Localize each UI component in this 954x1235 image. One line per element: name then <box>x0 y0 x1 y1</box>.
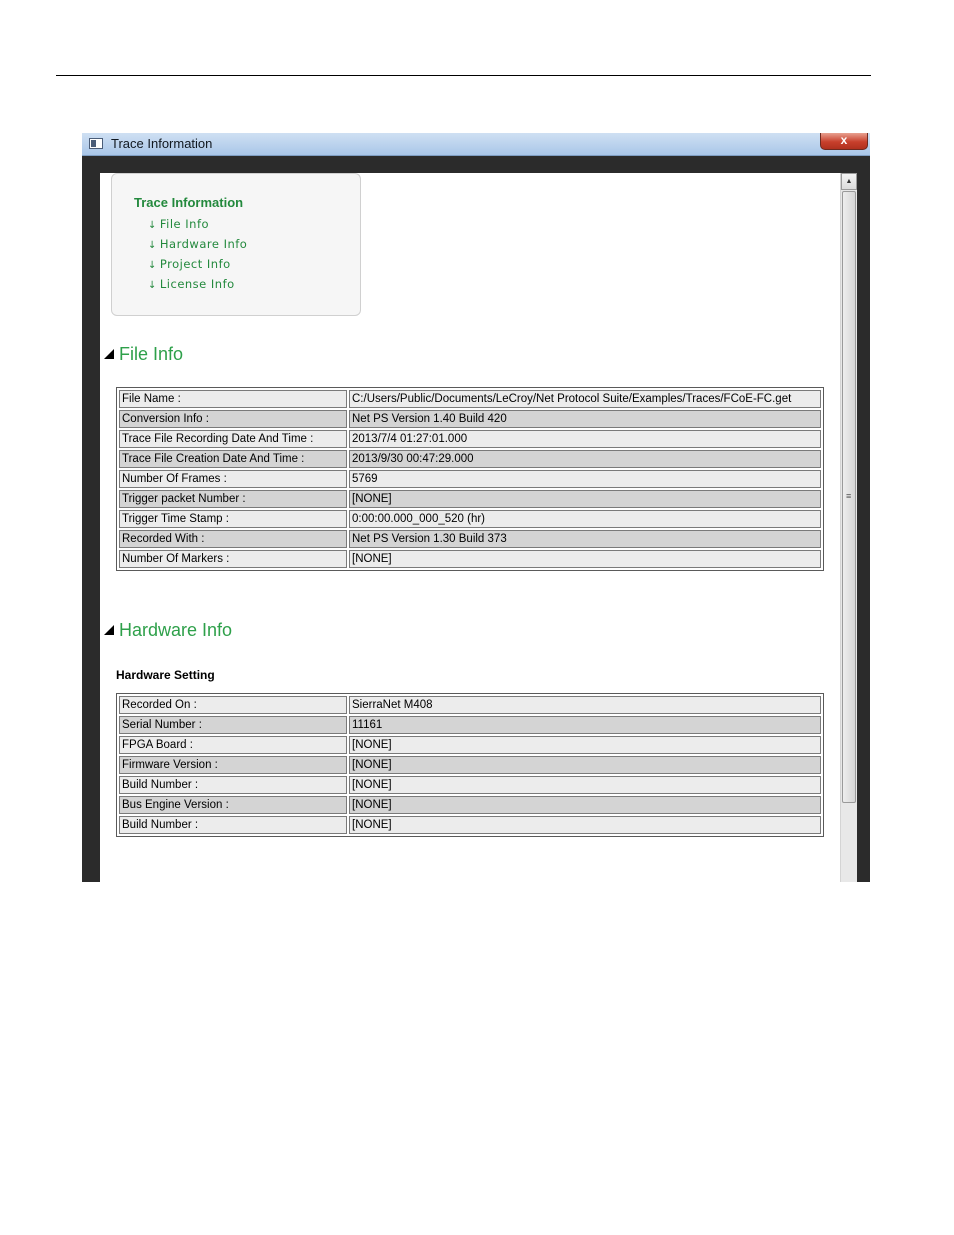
row-value: [NONE] <box>349 816 821 834</box>
toc-link-hardware-info[interactable]: ↓ Hardware Info <box>148 237 248 251</box>
row-key: Build Number : <box>119 776 347 794</box>
row-key: Number Of Markers : <box>119 550 347 568</box>
row-value: 11161 <box>349 716 821 734</box>
table-row <box>119 450 821 468</box>
scroll-up-icon[interactable]: ▲ <box>841 173 857 190</box>
row-key: Recorded On : <box>119 696 347 714</box>
row-key: Trigger packet Number : <box>119 490 347 508</box>
collapse-triangle-icon[interactable] <box>104 349 114 359</box>
toc-link-license-info[interactable]: ↓ License Info <box>148 277 235 291</box>
grip-icon: ≡ <box>846 491 852 501</box>
row-key: File Name : <box>119 390 347 408</box>
row-key: Trace File Creation Date And Time : <box>119 450 347 468</box>
table-row <box>119 490 821 508</box>
arrow-down-icon: ↓ <box>148 220 157 231</box>
row-value: 2013/9/30 00:47:29.000 <box>349 450 821 468</box>
row-value: [NONE] <box>349 776 821 794</box>
table-row <box>119 796 821 814</box>
table-row <box>119 530 821 548</box>
table-of-contents <box>111 173 361 316</box>
vertical-scrollbar[interactable] <box>840 173 857 882</box>
trace-information-window <box>82 133 870 882</box>
toc-link-project-info[interactable]: ↓ Project Info <box>148 257 231 271</box>
row-value: [NONE] <box>349 796 821 814</box>
title-bar[interactable] <box>82 133 870 156</box>
row-key: Conversion Info : <box>119 410 347 428</box>
toc-title: Trace Information <box>134 195 244 210</box>
arrow-down-icon: ↓ <box>148 280 157 291</box>
row-key: Build Number : <box>119 816 347 834</box>
content-area <box>100 173 840 882</box>
file-info-table <box>116 387 824 571</box>
table-row <box>119 816 821 834</box>
close-button[interactable]: x <box>820 133 868 150</box>
row-value: [NONE] <box>349 756 821 774</box>
row-key: Bus Engine Version : <box>119 796 347 814</box>
row-value: 2013/7/4 01:27:01.000 <box>349 430 821 448</box>
table-row <box>119 470 821 488</box>
hardware-setting-subheading: Hardware Setting <box>116 668 215 682</box>
file-info-heading[interactable]: File Info <box>104 344 183 365</box>
row-value: [NONE] <box>349 736 821 754</box>
row-value: 5769 <box>349 470 821 488</box>
table-row <box>119 510 821 528</box>
row-key: Firmware Version : <box>119 756 347 774</box>
window-title: Trace Information <box>111 136 213 151</box>
row-key: Trace File Recording Date And Time : <box>119 430 347 448</box>
row-value: 0:00:00.000_000_520 (hr) <box>349 510 821 528</box>
row-value: [NONE] <box>349 550 821 568</box>
row-value: C:/Users/Public/Documents/LeCroy/Net Protocol Suite/Examples/Traces/FCoE-FC.get <box>349 390 821 408</box>
row-key: Serial Number : <box>119 716 347 734</box>
row-key: Trigger Time Stamp : <box>119 510 347 528</box>
table-row <box>119 756 821 774</box>
table-row <box>119 410 821 428</box>
arrow-down-icon: ↓ <box>148 240 157 251</box>
row-value: SierraNet M408 <box>349 696 821 714</box>
page-header-rule <box>56 75 871 76</box>
row-key: Recorded With : <box>119 530 347 548</box>
toc-link-file-info[interactable]: ↓ File Info <box>148 217 210 231</box>
table-row <box>119 716 821 734</box>
table-row <box>119 736 821 754</box>
table-row <box>119 430 821 448</box>
row-key: FPGA Board : <box>119 736 347 754</box>
row-value: Net PS Version 1.30 Build 373 <box>349 530 821 548</box>
table-row <box>119 696 821 714</box>
window-icon <box>89 138 103 149</box>
hardware-info-table <box>116 693 824 837</box>
row-key: Number Of Frames : <box>119 470 347 488</box>
scroll-thumb[interactable] <box>842 191 856 803</box>
collapse-triangle-icon[interactable] <box>104 625 114 635</box>
table-row <box>119 550 821 568</box>
table-row <box>119 776 821 794</box>
table-row <box>119 390 821 408</box>
row-value: [NONE] <box>349 490 821 508</box>
hardware-info-heading[interactable]: Hardware Info <box>104 620 232 641</box>
row-value: Net PS Version 1.40 Build 420 <box>349 410 821 428</box>
arrow-down-icon: ↓ <box>148 260 157 271</box>
